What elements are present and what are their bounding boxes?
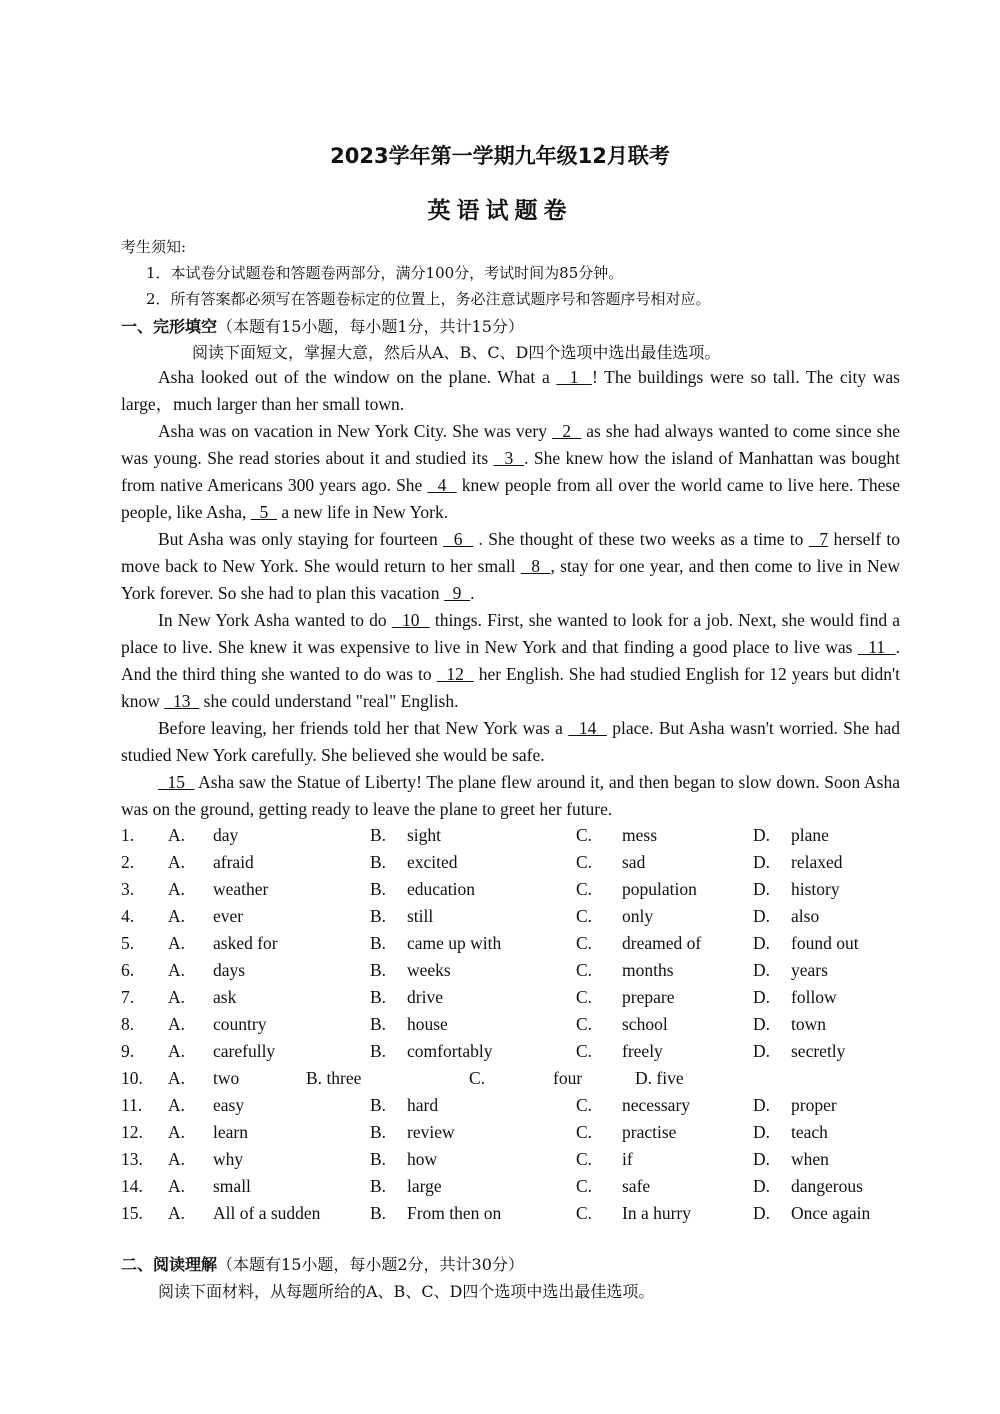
option-b: From then on (407, 1203, 502, 1223)
option-b: drive (407, 987, 443, 1007)
option-letter-d: D. (753, 1203, 771, 1223)
section1-info: （本题有15小题，每小题1分，共计15分） (217, 317, 524, 336)
option-letter-b: B. (370, 1149, 387, 1169)
blank-number: 15 (158, 772, 195, 792)
option-letter-c: C. (576, 825, 593, 845)
option-letter-c: C. (576, 1014, 593, 1034)
option-letter-d: D. (753, 906, 771, 926)
option-letter-d: D. (753, 852, 771, 872)
blank-number: 1 (556, 367, 592, 387)
exam-subtitle: 英语试题卷 (427, 198, 573, 224)
option-letter-c: C. (576, 1203, 593, 1223)
option-a: weather (213, 879, 269, 899)
option-letter-d: D. (753, 1014, 771, 1034)
option-letter-b: B. (370, 825, 387, 845)
option-letter-c: C. (576, 987, 593, 1007)
question-number: 1. (121, 825, 135, 845)
option-a: afraid (213, 852, 254, 872)
option-a: country (213, 1014, 267, 1034)
question-number: 2. (121, 852, 135, 872)
option-b: came up with (407, 933, 502, 953)
cloze-passage (121, 364, 900, 823)
option-a: asked for (213, 933, 278, 953)
option-row (121, 1092, 900, 1119)
option-c: mess (622, 825, 657, 845)
passage-text: Asha saw the Statue of Liberty! The plane flew around it, and then began to slow down. Soon Asha was on the ground, getting ready to leave the plane to greet her future. (121, 772, 900, 819)
option-letter-d: D. (753, 1149, 771, 1169)
question-number: 14. (121, 1176, 143, 1196)
option-letter-a: A. (168, 1095, 186, 1115)
option-d: Once again (791, 1203, 871, 1223)
passage-text: In New York Asha wanted to do (158, 610, 392, 630)
option-row (121, 1011, 900, 1038)
blank-number: 13 (164, 691, 200, 711)
option-letter-b: B. (370, 1176, 387, 1196)
option-b-group (306, 1065, 361, 1092)
passage-text: knew people from all over the world came to live here. These people, like Asha, (121, 475, 900, 522)
passage-text: Asha looked out of the window on the plane. What a (158, 367, 557, 387)
option-letter-d: D. (753, 1176, 771, 1196)
notice-item-2: 2．所有答案都必须写在答题卷标定的位置上，务必注意试题序号和答题序号相对应。 (146, 290, 711, 308)
option-letter-b: B. (370, 960, 387, 980)
option-c: school (622, 1014, 668, 1034)
option-a: learn (213, 1122, 248, 1142)
option-d: dangerous (791, 1176, 863, 1196)
option-letter-b: B. (370, 1203, 387, 1223)
option-letter-a: A. (168, 1041, 186, 1061)
option-letter-b: B. (370, 1122, 387, 1142)
section1-header (121, 314, 524, 337)
blank-number: 3 (493, 448, 525, 468)
passage-text: . She thought of these two weeks as a time to (473, 529, 809, 549)
option-letter-a: A. (168, 879, 186, 899)
option-letter-c: C. (576, 960, 593, 980)
option-row (121, 930, 900, 957)
option-letter-b: B. (370, 1014, 387, 1034)
section2-instruction: 阅读下面材料，从每题所给的A、B、C、D四个选项中选出最佳选项。 (158, 1282, 655, 1301)
notice-item-1: 1．本试卷分试题卷和答题卷两部分，满分100分，考试时间为85分钟。 (146, 264, 624, 282)
option-letter-a: A. (168, 825, 186, 845)
option-letter-d: D. (753, 1095, 771, 1115)
passage-paragraph (121, 418, 900, 526)
option-d: plane (791, 825, 829, 845)
question-number: 5. (121, 933, 135, 953)
option-d-group (635, 1065, 684, 1092)
option-d: follow (791, 987, 837, 1007)
option-a: day (213, 825, 239, 845)
passage-text: , stay for one year, and then come to live in New York forever. So she had to plan this vacation (121, 556, 901, 603)
option-a: why (213, 1149, 244, 1169)
option-letter-d: D. (753, 987, 771, 1007)
option-d: when (791, 1149, 829, 1169)
option-a: two (213, 1068, 240, 1088)
passage-paragraph (121, 364, 900, 418)
option-letter-d: D. (753, 1122, 771, 1142)
section2-info: （本题有15小题，每小题2分，共计30分） (217, 1255, 524, 1274)
option-b: how (407, 1149, 438, 1169)
option-c: if (622, 1149, 633, 1169)
option-d: also (791, 906, 820, 926)
section2-heading: 二、阅读理解 (121, 1255, 218, 1274)
option-a: days (213, 960, 246, 980)
option-b: weeks (407, 960, 451, 980)
option-row (121, 957, 900, 984)
passage-paragraph (121, 769, 900, 823)
option-row (121, 849, 900, 876)
blank-number: 10 (391, 610, 430, 630)
option-letter-b: B. (370, 852, 387, 872)
option-c: necessary (622, 1095, 691, 1115)
option-letter-c: C. (576, 1149, 593, 1169)
option-letter-d: D. (753, 825, 771, 845)
section1-instruction: 阅读下面短文，掌握大意，然后从A、B、C、D四个选项中选出最佳选项。 (192, 343, 721, 362)
option-letter-c: C. (576, 852, 593, 872)
blank-number: 9 (443, 583, 471, 603)
blank-number: 5 (250, 502, 278, 522)
option-letter-c: C. (469, 1068, 486, 1088)
passage-text: she could understand "real" English. (199, 691, 459, 711)
option-c: safe (622, 1176, 651, 1196)
option-c: In a hurry (622, 1203, 692, 1223)
option-letter-d: D. (753, 960, 771, 980)
option-c: only (622, 906, 654, 926)
option-b: still (407, 906, 434, 926)
blank-number: 12 (436, 664, 474, 684)
option-c: prepare (622, 987, 675, 1007)
option-letter-b: B. (370, 1041, 387, 1061)
option-b: sight (407, 825, 442, 845)
question-number: 8. (121, 1014, 135, 1034)
option-a: ask (213, 987, 237, 1007)
blank-number: 14 (568, 718, 607, 738)
passage-paragraph (121, 526, 900, 607)
passage-text: Asha was on vacation in New York City. She was very (158, 421, 553, 441)
passage-text: . And the third thing she wanted to do was to (121, 637, 900, 684)
passage-text: a new life in New York. (277, 502, 449, 522)
exam-title: 2023学年第一学期九年级12月联考 (330, 144, 670, 168)
option-b: house (407, 1014, 448, 1034)
blank-number: 4 (427, 475, 457, 495)
option-letter-b: B. (370, 933, 387, 953)
option-c: sad (622, 852, 646, 872)
option-row (121, 903, 900, 930)
options-table (121, 822, 900, 1227)
option-row (121, 1146, 900, 1173)
option-row (121, 984, 900, 1011)
question-number: 3. (121, 879, 135, 899)
question-number: 13. (121, 1149, 143, 1169)
option-letter-b: B. (370, 1095, 387, 1115)
passage-text: as she had always wanted to come since she was young. She read stories about it and studied its (121, 421, 900, 468)
option-letter-a: A. (168, 1176, 186, 1196)
blank-number: 7 (808, 529, 829, 549)
passage-paragraph (121, 715, 900, 769)
question-number: 12. (121, 1122, 143, 1142)
passage-text: her English. She had studied English for 12 years but didn't know (121, 664, 900, 711)
question-number: 4. (121, 906, 135, 926)
option-a: easy (213, 1095, 245, 1115)
option-d: relaxed (791, 852, 843, 872)
blank-number: 11 (857, 637, 896, 657)
option-letter-a: A. (168, 1149, 186, 1169)
option-letter-a: A. (168, 1014, 186, 1034)
option-row (121, 1065, 900, 1092)
passage-paragraph (121, 607, 900, 715)
blank-number: 2 (552, 421, 582, 441)
option-letter-c: C. (576, 906, 593, 926)
option-letter-c: C. (576, 1041, 593, 1061)
passage-text: herself to move back to New York. She would return to her small (121, 529, 901, 576)
passage-text: things. First, she wanted to look for a job. Next, she would find a place to live. She knew it was expensive to live in New York and that finding a good place to live was (121, 610, 900, 657)
question-number: 10. (121, 1068, 143, 1088)
option-letter-a: A. (168, 1203, 186, 1223)
option-letter-b: B. (370, 906, 387, 926)
option-letter-a: A. (168, 933, 186, 953)
option-a: carefully (213, 1041, 276, 1061)
option-d: history (791, 879, 840, 899)
option-b: review (407, 1122, 455, 1142)
option-b: comfortably (407, 1041, 493, 1061)
option-b: education (407, 879, 476, 899)
option-b: large (407, 1176, 442, 1196)
passage-text: . (470, 583, 475, 603)
option-b: hard (407, 1095, 439, 1115)
option-d: secretly (791, 1041, 846, 1061)
option-letter-d: D. (753, 879, 771, 899)
option-letter-c: C. (576, 1095, 593, 1115)
option-d: teach (791, 1122, 828, 1142)
option-a: ever (213, 906, 244, 926)
option-c: population (622, 879, 697, 899)
question-number: 11. (121, 1095, 143, 1115)
option-letter-a: A. (168, 987, 186, 1007)
passage-text: ! The buildings were so tall. The city was large，much larger than her small town. (121, 367, 900, 414)
passage-text: place. But Asha wasn't worried. She had studied New York carefully. She believed she would be safe. (121, 718, 900, 765)
option-c: practise (622, 1122, 677, 1142)
question-number: 7. (121, 987, 135, 1007)
option-letter-c: C. (576, 1176, 593, 1196)
option-a: small (213, 1176, 251, 1196)
blank-number: 6 (443, 529, 474, 549)
section2-header (121, 1252, 524, 1275)
option-b: excited (407, 852, 458, 872)
option-letter-a: A. (168, 960, 186, 980)
option-letter-b: B. (370, 987, 387, 1007)
section1-heading: 一、完形填空 (121, 317, 218, 336)
option-letter-b: B. (370, 879, 387, 899)
option-letter-a: A. (168, 852, 186, 872)
option-row (121, 1038, 900, 1065)
option-d: found out (791, 933, 859, 953)
option-letter-d: D. (753, 1041, 771, 1061)
option-letter-b: B. (306, 1068, 323, 1088)
option-d: five (656, 1068, 684, 1088)
option-row (121, 876, 900, 903)
notice-heading: 考生须知: (121, 238, 187, 256)
option-letter-d: D. (753, 933, 771, 953)
option-row (121, 1200, 900, 1227)
passage-text: . She knew how the island of Manhattan was bought from native Americans 300 years ago. She (121, 448, 901, 495)
option-c: dreamed of (622, 933, 702, 953)
option-a: All of a sudden (213, 1203, 321, 1223)
option-letter-d: D. (635, 1068, 653, 1088)
question-number: 6. (121, 960, 135, 980)
option-row (121, 1173, 900, 1200)
option-letter-a: A. (168, 1068, 186, 1088)
option-letter-c: C. (576, 1122, 593, 1142)
option-letter-a: A. (168, 1122, 186, 1142)
option-c: months (622, 960, 674, 980)
question-number: 9. (121, 1041, 135, 1061)
option-letter-a: A. (168, 906, 186, 926)
passage-text: Before leaving, her friends told her that New York was a (158, 718, 569, 738)
question-number: 15. (121, 1203, 143, 1223)
option-b: three (326, 1068, 362, 1088)
option-c: four (553, 1068, 583, 1088)
option-row (121, 822, 900, 849)
blank-number: 8 (520, 556, 551, 576)
option-d: years (791, 960, 828, 980)
option-d: proper (791, 1095, 837, 1115)
option-c: freely (622, 1041, 663, 1061)
option-d: town (791, 1014, 826, 1034)
option-letter-c: C. (576, 933, 593, 953)
option-row (121, 1119, 900, 1146)
option-letter-c: C. (576, 879, 593, 899)
passage-text: But Asha was only staying for fourteen (158, 529, 444, 549)
